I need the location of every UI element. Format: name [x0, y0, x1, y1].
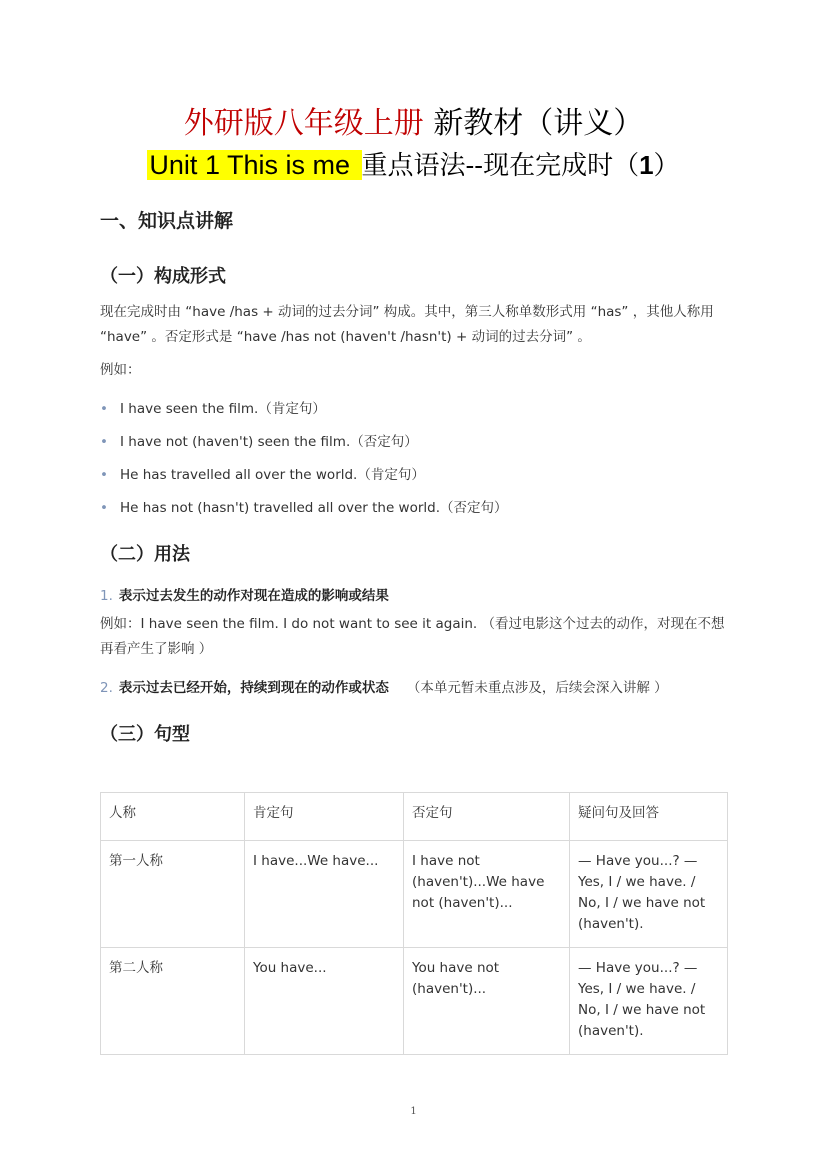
sentence-pattern-table	[100, 792, 728, 1055]
title-edition: 外研版八年级上册	[183, 106, 424, 141]
subheading-sentence-patterns: （三）句型	[100, 724, 190, 745]
table-header: 人称	[101, 793, 245, 841]
table-cell: 第二人称	[101, 948, 245, 1055]
subheading-form: （一）构成形式	[100, 266, 226, 287]
section-heading-knowledge: 一、知识点讲解	[100, 210, 234, 232]
usage-example: 例如：I have seen the film. I do not want to see it again. （看过电影这个过去的动作，对现在不想再看产生了影响 ）	[100, 616, 725, 657]
title-material: 新教材（讲义）	[423, 106, 644, 141]
table-cell: I have...We have...	[245, 841, 404, 948]
table-cell: You have...	[245, 948, 404, 1055]
table-cell: 第一人称	[101, 841, 245, 948]
bullet-icon: •	[100, 467, 108, 483]
table-row	[101, 948, 728, 1055]
paragraph-example-label: 例如：	[100, 362, 141, 378]
list-item: • I have not (haven't) seen the film.（否定句）	[100, 434, 418, 450]
table-cell: — Have you...? — Yes, I / we have. / No, I / we have not (haven't).	[570, 948, 728, 1055]
subtitle-number: 1	[639, 150, 654, 180]
subheading-usage: （二）用法	[100, 544, 190, 565]
bullet-icon: •	[100, 401, 108, 417]
table-header: 否定句	[404, 793, 570, 841]
table-header-row	[101, 793, 728, 841]
bullet-icon: •	[100, 500, 108, 516]
subtitle-topic: 重点语法--现在完成时（	[361, 151, 640, 181]
paragraph-form: 现在完成时由 “have /has + 动词的过去分词” 构成。其中，第三人称单数形式用 “has” ，其他人称用 “have” 。否定形式是 “have /has not (haven't /hasn't) + 动词的过去分词” 。	[100, 304, 714, 345]
document-subtitle	[0, 146, 827, 185]
page-number: 1	[410, 1106, 417, 1117]
table-row	[101, 841, 728, 948]
list-item: • He has travelled all over the world.（肯定句）	[100, 467, 425, 483]
table-header: 疑问句及回答	[570, 793, 728, 841]
table-cell: I have not (haven't)...We have not (haven't)...	[404, 841, 570, 948]
table-header: 肯定句	[245, 793, 404, 841]
table-cell: You have not (haven't)...	[404, 948, 570, 1055]
unit-name-highlight: Unit 1 This is me	[147, 150, 361, 180]
table-cell: — Have you...? — Yes, I / we have. / No, I / we have not (haven't).	[570, 841, 728, 948]
subtitle-close: ）	[653, 151, 680, 181]
document-title	[0, 104, 827, 144]
list-item: • I have seen the film.（肯定句）	[100, 401, 326, 417]
usage-item-1: 1. 表示过去发生的动作对现在造成的影响或结果	[100, 588, 389, 604]
usage-item-2: 2. 表示过去已经开始，持续到现在的动作或状态 （本单元暂未重点涉及，后续会深入讲解 ）	[100, 680, 668, 696]
list-item: • He has not (hasn't) travelled all over the world.（否定句）	[100, 500, 508, 516]
bullet-icon: •	[100, 434, 108, 450]
